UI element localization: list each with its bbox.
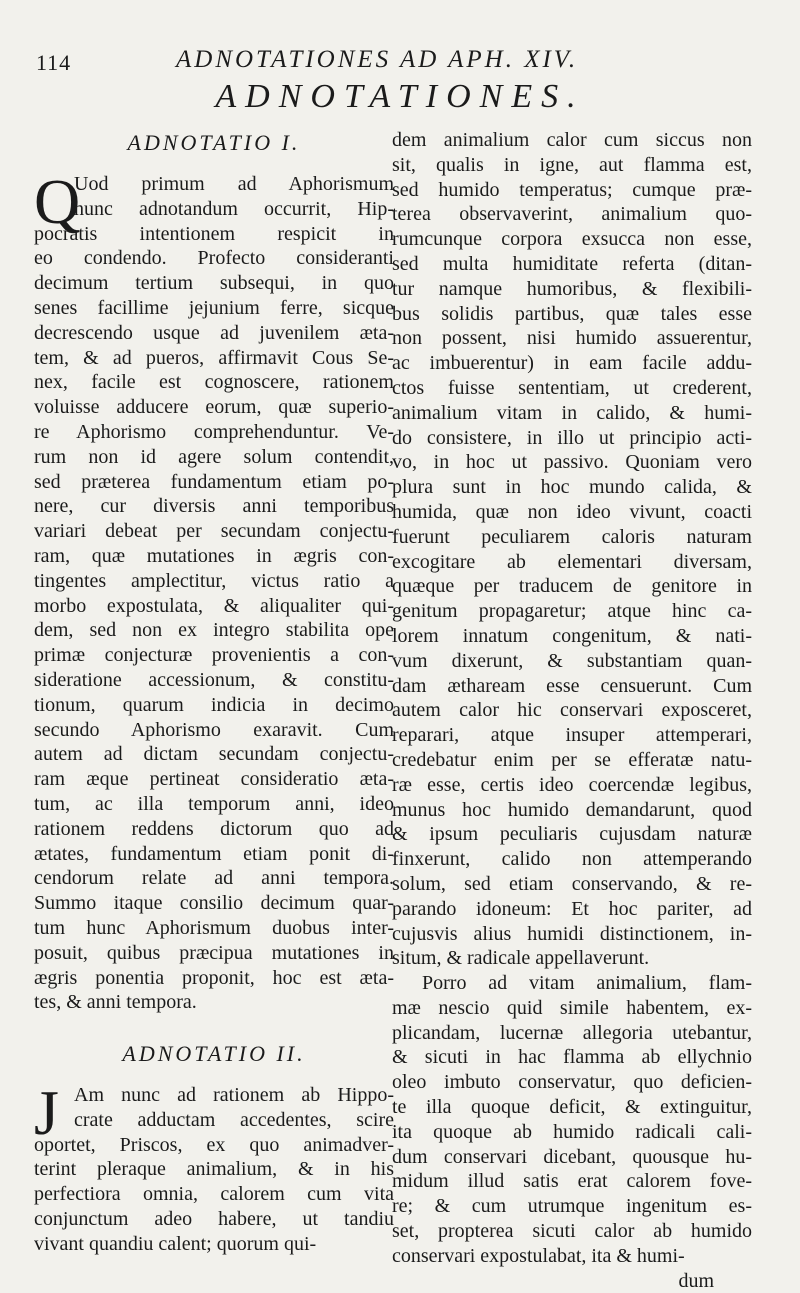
text-line: plicandam, lucernæ allegoria utebantur, xyxy=(392,1021,752,1044)
text-line: tum hunc Aphorismum duobus inter- xyxy=(34,916,394,939)
paragraph-continued xyxy=(392,128,752,971)
text-line: morbo expostulata, & aliqualiter qui- xyxy=(34,594,394,617)
text-line: perfectiora omnia, calorem cum vita xyxy=(34,1183,394,1206)
text-line: eo condendo. Profecto consideranti xyxy=(34,247,394,270)
text-line: solum, sed etiam conservando, & re- xyxy=(392,872,752,895)
drop-cap: Q xyxy=(34,166,81,237)
left-column xyxy=(34,128,394,1257)
text-line: animalium vitam in calido, & humi- xyxy=(392,401,752,424)
text-line: nex, facile est cognoscere, rationem xyxy=(34,371,394,394)
text-line: dem animalium calor cum siccus non xyxy=(392,129,752,151)
text-line: set, propterea sicuti calor ab humido xyxy=(392,1220,752,1243)
text-line: humida, quæ non ideo vivunt, coacti xyxy=(392,500,752,523)
text-line: Porro ad vitam animalium, flam- xyxy=(422,972,752,995)
text-line: excogitare ab elementari diversam, xyxy=(392,550,752,573)
text-line: tionum, quarum indicia in decimo xyxy=(34,693,394,716)
page-number: 114 xyxy=(36,50,72,75)
text-line: ctos fuisse sententiam, ut crederent, xyxy=(392,376,752,399)
text-line: vo, in hoc ut passivo. Quoniam vero xyxy=(392,451,752,474)
text-line: primæ conjecturæ provenientis a con- xyxy=(34,644,394,667)
text-line: fuerunt peculiarem caloris naturam xyxy=(392,525,752,548)
text-line: ram æque pertineat consideratio æta- xyxy=(34,768,394,791)
text-line: autem ad dictam secundam conjectu- xyxy=(34,743,394,766)
text-line: ætates, fundamentum etiam ponit di- xyxy=(34,842,394,865)
text-line: Am nunc ad rationem ab Hippo- xyxy=(74,1084,394,1107)
text-line: tur namque humoribus, & flexibili- xyxy=(392,277,752,300)
text-line: conservari expostulabat, ita & humi- xyxy=(392,1244,685,1267)
text-line: pocratis intentionem respicit in xyxy=(34,222,394,245)
text-line: re Aphorismo comprehenduntur. Ve- xyxy=(34,420,394,443)
text-line: reparari, atque insuper attemperari, xyxy=(392,724,752,747)
text-line: situm, & radicale appellaverunt. xyxy=(392,947,650,970)
text-line: tes, & anni tempora. xyxy=(34,991,197,1014)
text-line: oportet, Priscos, ex quo animadver- xyxy=(34,1133,394,1156)
text-line: parando idoneum: Et hoc pariter, ad xyxy=(392,897,752,920)
text-line: voluisse adducere eorum, quæ superio- xyxy=(34,396,394,419)
text-line: conjunctum adeo habere, ut tandiu xyxy=(34,1208,394,1231)
text-line: finxerunt, calido non attemperando xyxy=(392,848,752,871)
running-head xyxy=(36,44,776,74)
text-line: Uod primum ad Aphorismum xyxy=(74,173,394,195)
text-line: lorem innatum congenitum, & nati- xyxy=(392,624,752,647)
text-line: & sicuti in hac flamma ab ellychnio xyxy=(392,1046,752,1069)
text-line: re; & cum utrumque ingenitum es- xyxy=(392,1195,752,1218)
text-line: oleo imbuto conservatur, quo deficien- xyxy=(392,1071,752,1094)
text-line: tingentes amplectitur, victus ratio a xyxy=(34,569,394,592)
text-line: cendorum relate ad anni tempora. xyxy=(34,867,394,890)
text-line: ac imbuerentur) in eam facile addu- xyxy=(392,352,752,375)
text-line: Summo itaque consilio decimum quar- xyxy=(34,892,394,915)
text-line: rum non id agere solum contendit, xyxy=(34,445,394,468)
paragraph-adnotatio-1 xyxy=(34,166,394,1015)
running-title: ADNOTATIONES AD APH. XIV. xyxy=(176,46,579,73)
text-line: sed præterea fundamentum etiam po- xyxy=(34,470,394,493)
text-line: non possent, nisi humido assuerentur, xyxy=(392,327,752,350)
text-line: posuit, quibus præcipua mutationes in xyxy=(34,941,394,964)
text-line: nere, cur diversis anni temporibus xyxy=(34,495,394,518)
main-title: ADNOTATIONES. xyxy=(215,78,585,115)
text-line: crate adductam accedentes, scire xyxy=(74,1108,394,1131)
text-line: cujusvis alius humidi distinctionem, in- xyxy=(392,922,752,945)
section-heading-2: ADNOTATIO II. xyxy=(122,1041,306,1067)
right-column xyxy=(392,128,752,1293)
text-line: dum conservari dicebant, quousque hu- xyxy=(392,1145,752,1168)
text-line: & ipsum peculiaris cujusdam naturæ xyxy=(392,823,752,846)
text-line: midum illud satis erat calorem fove- xyxy=(392,1170,752,1193)
text-line: hunc adnotandum occurrit, Hip- xyxy=(74,197,394,220)
drop-cap: J xyxy=(34,1077,59,1149)
text-line: tem, & ad pueros, affirmavit Cous Se- xyxy=(34,346,394,369)
text-line: decimum tertium subsequi, in quo xyxy=(34,272,394,295)
text-line: secundo Aphorismo exaravit. Cum xyxy=(34,718,394,741)
text-line: vum dixerunt, & substantiam quan- xyxy=(392,649,752,672)
section-heading-1: ADNOTATIO I. xyxy=(127,130,301,155)
catchword: dum xyxy=(678,1269,714,1292)
text-line: ræ esse, certis ideo coercendæ legibus, xyxy=(392,773,752,796)
text-line: rationem reddens dictorum quo ad xyxy=(34,817,394,840)
text-line: sed humido temperatus; cumque præ- xyxy=(392,178,752,201)
text-line: ægris ponentia proponit, hoc est æta- xyxy=(34,966,394,989)
text-line: credebatur enim per se efferatæ natu- xyxy=(392,748,752,771)
text-line: rumcunque corpora exsucca non esse, xyxy=(392,228,752,251)
text-line: genitum propagaretur; atque hinc ca- xyxy=(392,600,752,623)
text-line: sed multa humiditate referta (ditan- xyxy=(392,252,752,275)
text-line: sideratione accessionum, & constitu- xyxy=(34,668,394,691)
text-line: dem, sed non ex integro stabilita ope xyxy=(34,619,394,642)
text-line: dam æthaream esse censuerunt. Cum xyxy=(392,674,752,697)
text-line: autem calor hic conservari exposceret, xyxy=(392,699,752,722)
text-line: senes facillime jejunium ferre, sicque xyxy=(34,296,394,319)
text-line: plura sunt in hoc mundo calida, & xyxy=(392,476,752,499)
text-line: sit, qualis in igne, aut flamma est, xyxy=(392,153,752,176)
text-line: mæ nescio quid simile habentem, ex- xyxy=(392,996,752,1019)
text-line: bus solidis partibus, quæ tales esse xyxy=(392,302,752,325)
text-line: variari debeat per secundam conjectu- xyxy=(34,520,394,543)
text-line: do consistere, in illo ut principio acti- xyxy=(392,426,752,449)
paragraph-adnotatio-2 xyxy=(34,1077,394,1257)
text-line: terea observaverint, animalium quo- xyxy=(392,203,752,226)
text-line: ram, quæ mutationes in ægris con- xyxy=(34,544,394,567)
text-line: vivant quandiu calent; quorum qui- xyxy=(34,1232,317,1255)
text-line: munus hoc humido demandarunt, quod xyxy=(392,798,752,821)
paragraph-porro xyxy=(392,971,752,1269)
text-line: te illa quoque deficit, & extinguitur, xyxy=(392,1096,752,1119)
text-line: quæque per traducem de genitore in xyxy=(392,575,752,598)
text-line: ita quoque ab humido radicali cali- xyxy=(392,1120,752,1143)
text-line: decrescendo usque ad juvenilem æta- xyxy=(34,321,394,344)
text-line: terint pleraque animalium, & in his xyxy=(34,1158,394,1181)
text-line: tum, ac illa temporum anni, ideo xyxy=(34,792,394,815)
